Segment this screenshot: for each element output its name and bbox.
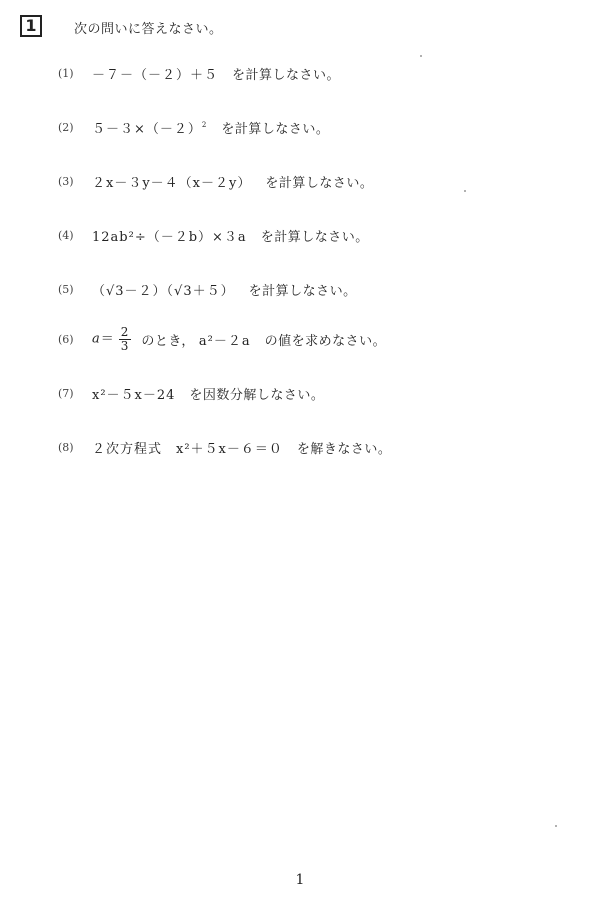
problem-expression: 12ab²÷（－２b）×３a <box>92 230 247 245</box>
problem-number: (6) <box>58 332 74 346</box>
problem-3 <box>58 172 373 191</box>
problem-expression: （√3－２）（√3＋５） <box>92 284 235 299</box>
problem-1 <box>58 64 340 83</box>
problem-expression: $5-3\times(-2)^2$ <box>92 121 208 137</box>
fraction <box>119 326 132 352</box>
problem-number: (4) <box>58 229 74 242</box>
problem-number: (8) <box>58 441 74 454</box>
problem-2 <box>58 118 329 137</box>
main-instruction: 次の問いに答えなさい。 <box>74 22 223 37</box>
fraction-denominator: 3 <box>120 338 130 353</box>
problem-instruction: を計算しなさい。 <box>260 230 369 245</box>
problem-prefix: ２次方程式 <box>92 442 163 457</box>
problem-expression: a＝ $\frac{2}{3}$ <box>92 325 130 353</box>
problem-number: (2) <box>58 121 74 134</box>
problem-expression: －７－（－２）＋５ <box>92 68 219 83</box>
problem-instruction: を解きなさい。 <box>296 442 392 457</box>
problem-7 <box>58 384 324 403</box>
variable-a: a <box>92 331 101 347</box>
scan-speck <box>464 190 466 192</box>
problem-target-expression: a²－２a <box>198 333 251 349</box>
problem-number: (5) <box>58 283 74 296</box>
problem-instruction: を計算しなさい。 <box>232 68 341 83</box>
problem-number: (3) <box>58 175 74 188</box>
problem-expression: x²＋５x－６＝０ <box>176 442 283 457</box>
problem-instruction: を計算しなさい。 <box>248 284 357 299</box>
problem-expression: x²－５x－24 <box>92 388 176 403</box>
exponent: 2 <box>201 121 208 129</box>
problem-instruction: を計算しなさい。 <box>265 176 374 191</box>
problem-condition-text: のとき， <box>141 333 195 349</box>
problem-5 <box>58 280 357 299</box>
problem-number: (1) <box>58 67 74 80</box>
fraction-numerator: 2 <box>120 325 130 339</box>
scan-speck <box>555 825 557 827</box>
problem-number: (7) <box>58 387 74 400</box>
problem-instruction: を計算しなさい。 <box>221 122 330 137</box>
problem-6 <box>58 326 386 352</box>
problem-instruction: の値を求めなさい。 <box>264 333 387 349</box>
page-number: 1 <box>295 872 305 888</box>
problem-8 <box>58 438 391 457</box>
problem-4 <box>58 226 369 245</box>
problem-expression: ２x－３y－４（x－２y） <box>92 176 252 191</box>
section-number: 1 <box>25 16 37 35</box>
section-number-box <box>20 15 42 37</box>
problem-instruction: を因数分解しなさい。 <box>189 388 325 403</box>
scan-speck <box>420 55 422 57</box>
